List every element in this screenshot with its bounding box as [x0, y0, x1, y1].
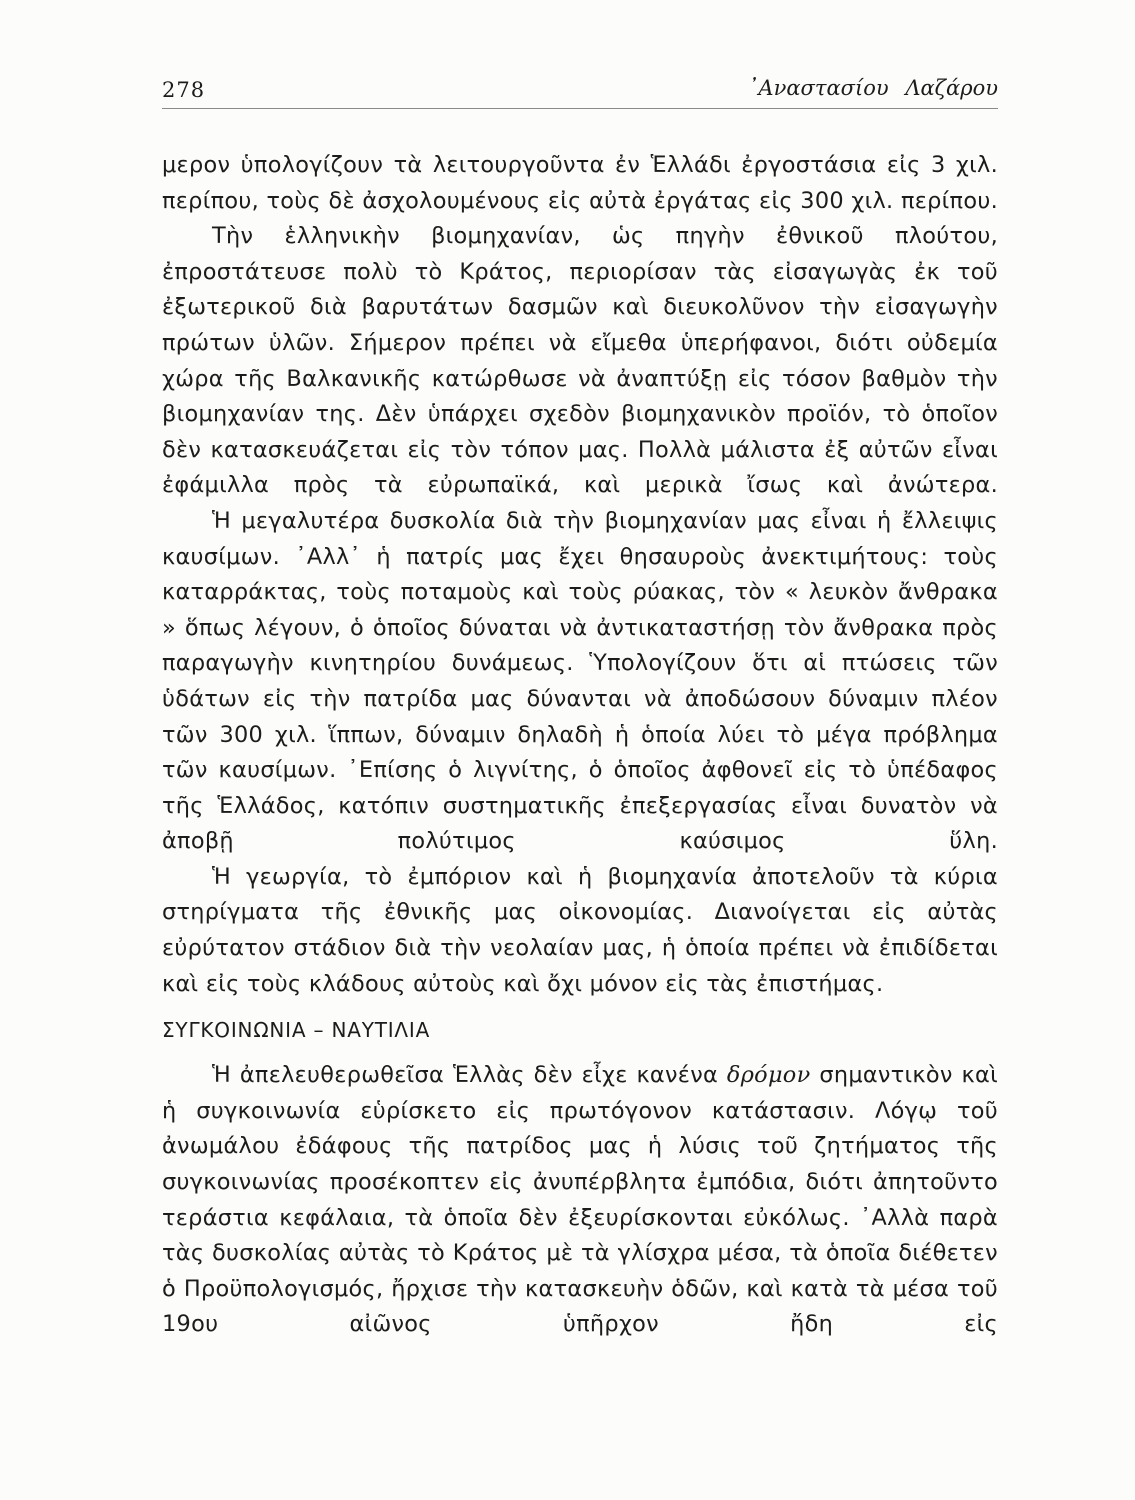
running-title: ᾿Αναστασίου Λαζάρου — [747, 76, 998, 100]
paragraph-5 — [162, 1058, 998, 1343]
paragraph-4: Ἡ γεωργία, τὸ ἐμπόριον καὶ ἡ βιομηχανία ἀποτελοῦν τὰ κύρια στηρίγματα τῆς ἐθνικῆς μας οἰκονομίας. Διανοίγεται εἰς αὐτὰς εὐρύτατον στάδιον διὰ τὴν νεολαίαν μας, ἡ ὁποία πρέπει νὰ ἐπιδίδεται καὶ εἰς τοὺς κλάδους αὐτοὺς καὶ ὄχι μόνον εἰς τὰς ἐπιστήμας. — [162, 863, 998, 997]
paragraph-5-start: Ἡ ἀπελευθερωθεῖσα Ἑλλὰς δὲν εἶχε κανένα — [212, 1062, 727, 1089]
page-number: 278 — [162, 78, 206, 102]
body-text — [162, 148, 998, 1343]
paragraph-1: μερον ὑπολογίζουν τὰ λειτουργοῦντα ἐν Ἑλλάδι ἐργοστάσια εἰς 3 χιλ. περίπου, τοὺς δὲ ἀσχολουμένους εἰς αὐτὰ ἐργάτας εἰς 300 χιλ. περίπου. — [162, 152, 998, 214]
section-heading: ΣΥΓΚΟΙΝΩΝΙΑ – ΝΑΥΤΙΛΙΑ — [162, 1018, 431, 1043]
paragraph-5-rest: σημαντικὸν καὶ ἡ συγκοινωνία εὑρίσκετο εἰς πρωτόγονον κατάστασιν. Λόγῳ τοῦ ἀνωμάλου ἐδάφους τῆς πατρίδος μας ἡ λύσις τοῦ ζητήματος τῆς συγκοινωνίας προσέκοπτεν εἰς ἀνυπέρβλητα ἐμπόδια, διότι ἀπητοῦντο τεράστια κεφάλαια, τὰ ὁποῖα δὲν ἐξευρίσκονται εὐκόλως. ᾿Αλλὰ παρὰ τὰς δυσκολίας αὐτὰς τὸ Κράτος μὲ τὰ γλίσχρα μέσα, τὰ ὁποῖα διέθετεν ὁ Προϋπολογισμός, ἤρχισε τὴν κατασκευὴν ὁδῶν, καὶ κατὰ τὰ μέσα τοῦ 19ου αἰῶνος ὑπῆρχον ἤδη εἰς — [162, 1062, 998, 1338]
emphasized-word: δρόμον — [726, 1062, 811, 1089]
paragraph-2: Τὴν ἑλληνικὴν βιομηχανίαν, ὡς πηγὴν ἐθνικοῦ πλούτου, ἐπροστάτευσε πολὺ τὸ Κράτος, περιορίσαν τὰς εἰσαγωγὰς ἐκ τοῦ ἐξωτερικοῦ διὰ βαρυτάτων δασμῶν καὶ διευκολῦνον τὴν εἰσαγωγὴν πρώτων ὑλῶν. Σήμερον πρέπει νὰ εἴμεθα ὑπερήφανοι, διότι οὐδεμία χώρα τῆς Βαλκανικῆς κατώρθωσε νὰ ἀναπτύξῃ εἰς τόσον βαθμὸν τὴν βιομηχανίαν της. Δὲν ὑπάρχει σχεδὸν βιομηχανικὸν προϊόν, τὸ ὁποῖον δὲν κατασκευάζεται εἰς τὸν τόπον μας. Πολλὰ μάλιστα ἐξ αὐτῶν εἶναι ἐφάμιλλα πρὸς τὰ εὐρωπαϊκά, καὶ μερικὰ ἴσως καὶ ἀνώτερα. — [162, 223, 998, 499]
running-head — [162, 76, 998, 109]
paragraph-3: Ἡ μεγαλυτέρα δυσκολία διὰ τὴν βιομηχανίαν μας εἶναι ἡ ἔλλειψις καυσίμων. ᾿Αλλ᾿ ἡ πατρίς μας ἔχει θησαυροὺς ἀνεκτιμήτους: τοὺς καταρράκτας, τοὺς ποταμοὺς καὶ τοὺς ρύακας, τὸν « λευκὸν ἄνθρακα » ὅπως λέγουν, ὁ ὁποῖος δύναται νὰ ἀντικαταστήσῃ τὸν ἄνθρακα πρὸς παραγωγὴν κινητηρίου δυνάμεως. Ὑπολογίζουν ὅτι αἱ πτώσεις τῶν ὑδάτων εἰς τὴν πατρίδα μας δύνανται νὰ ἀποδώσουν δύναμιν πλέον τῶν 300 χιλ. ἵππων, δύναμιν δηλαδὴ ἡ ὁποία λύει τὸ μέγα πρόβλημα τῶν καυσίμων. ᾿Επίσης ὁ λιγνίτης, ὁ ὁποῖος ἀφθονεῖ εἰς τὸ ὑπέδαφος τῆς Ἑλλάδος, κατόπιν συστηματικῆς ἐπεξεργασίας εἶναι δυνατὸν νὰ ἀποβῇ πολύτιμος καύσιμος ὕλη. — [162, 507, 998, 855]
book-page — [162, 0, 998, 1500]
